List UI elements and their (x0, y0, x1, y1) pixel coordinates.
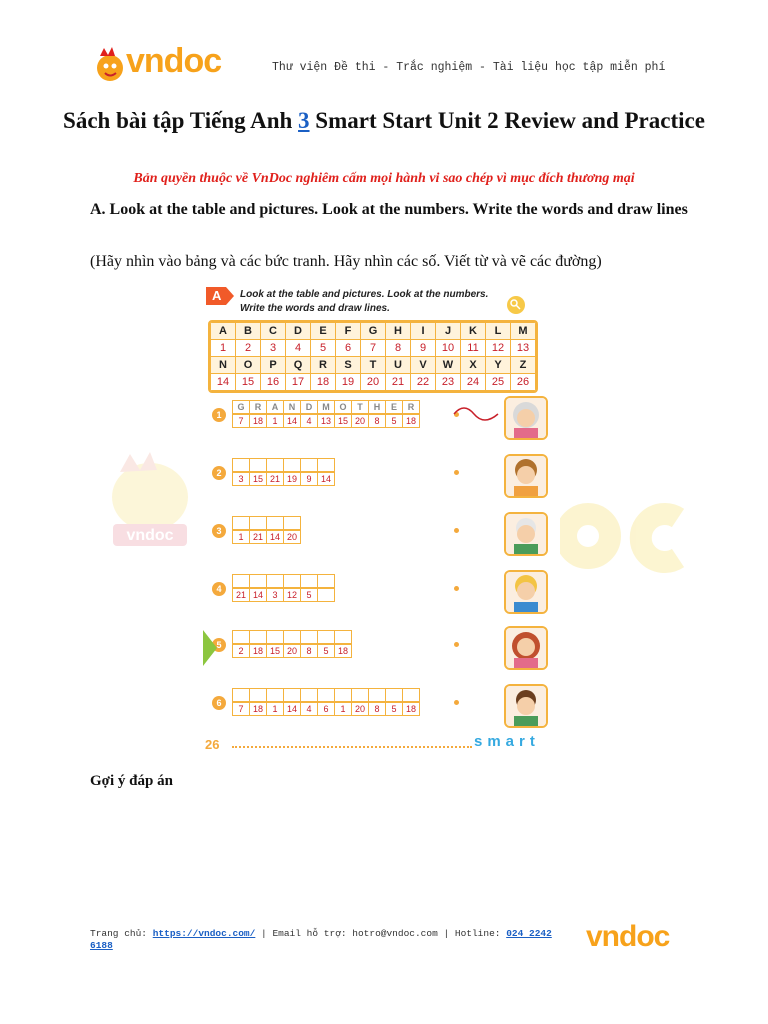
alphabet-letter-cell: E (311, 323, 336, 340)
alphabet-letter-cell: H (386, 323, 411, 340)
letter-box[interactable] (249, 688, 267, 702)
number-box: 5 (300, 588, 318, 602)
number-box: 21 (249, 530, 267, 544)
letter-box[interactable] (283, 574, 301, 588)
number-box: 5 (385, 702, 403, 716)
letter-box[interactable] (232, 574, 250, 588)
watermark-mascot-icon (95, 452, 205, 562)
alphabet-number-cell: 9 (411, 340, 436, 357)
footer-home-label: Trang chủ: (90, 928, 153, 939)
number-box: 14 (317, 472, 335, 486)
alphabet-table (208, 320, 538, 393)
letter-box[interactable]: M (317, 400, 335, 414)
letter-box[interactable] (368, 688, 386, 702)
alphabet-number-cell: 22 (411, 374, 436, 391)
alphabet-number-cell: 12 (486, 340, 511, 357)
decorative-dotted-line (232, 746, 472, 748)
number-box: 18 (402, 414, 420, 428)
alphabet-number-cell: 2 (236, 340, 261, 357)
alphabet-number-cell: 15 (236, 374, 261, 391)
match-dot[interactable] (454, 642, 459, 647)
letter-box[interactable] (300, 688, 318, 702)
alphabet-letter-cell: O (236, 357, 261, 374)
letter-box[interactable]: T (351, 400, 369, 414)
number-box: 13 (317, 414, 335, 428)
number-box: 18 (249, 702, 267, 716)
letter-box[interactable]: O (334, 400, 352, 414)
number-box: 3 (266, 588, 284, 602)
letter-box[interactable] (351, 688, 369, 702)
title-after: Smart Start Unit 2 Review and Practice (309, 108, 705, 133)
letter-box[interactable] (232, 458, 250, 472)
match-dot[interactable] (454, 700, 459, 705)
grandfather-icon (506, 514, 546, 554)
number-box: 20 (351, 702, 369, 716)
alphabet-letter-cell: Z (511, 357, 536, 374)
alphabet-letter-cell: R (311, 357, 336, 374)
number-box: 4 (300, 414, 318, 428)
header-tagline: Thư viện Đề thi - Trắc nghiệm - Tài liệu học tập miễn phí (272, 61, 666, 74)
alphabet-number-cell: 10 (436, 340, 461, 357)
alphabet-letter-cell: D (286, 323, 311, 340)
number-box: 5 (317, 644, 335, 658)
number-box (317, 588, 335, 602)
letter-box[interactable] (300, 458, 318, 472)
worksheet-instruction-1: Look at the table and pictures. Look at the numbers. (240, 289, 489, 300)
letter-box[interactable] (317, 574, 335, 588)
number-box: 7 (232, 414, 250, 428)
alphabet-number-cell: 20 (361, 374, 386, 391)
number-box: 8 (368, 702, 386, 716)
young-man-icon (506, 456, 546, 496)
alphabet-number-cell: 24 (461, 374, 486, 391)
alphabet-letter-cell: A (211, 323, 236, 340)
page-footer (90, 928, 560, 952)
alphabet-number-cell: 11 (461, 340, 486, 357)
alphabet-number-cell: 14 (211, 374, 236, 391)
number-box: 4 (300, 702, 318, 716)
uncle-picture[interactable] (504, 570, 548, 614)
alphabet-letter-cell: L (486, 323, 511, 340)
footer-logo[interactable]: vndoc (586, 920, 670, 953)
number-box: 1 (334, 702, 352, 716)
alphabet-number-cell: 21 (386, 374, 411, 391)
alphabet-letter-cell: Y (486, 357, 511, 374)
grandmother-icon (506, 398, 546, 438)
footer-home-link[interactable]: https://vndoc.com/ (152, 928, 256, 939)
number-box: 20 (283, 530, 301, 544)
number-box: 18 (402, 702, 420, 716)
number-box: 2 (232, 644, 250, 658)
number-box: 14 (266, 530, 284, 544)
number-box: 15 (266, 644, 284, 658)
footer-contact: | Email hỗ trợ: hotro@vndoc.com | Hotline: (255, 928, 507, 939)
letter-box[interactable] (402, 688, 420, 702)
number-box: 3 (232, 472, 250, 486)
alphabet-letter-cell: N (211, 357, 236, 374)
number-box: 6 (317, 702, 335, 716)
word-boxes[interactable] (232, 574, 334, 602)
letter-box[interactable] (283, 458, 301, 472)
alphabet-letter-cell: W (436, 357, 461, 374)
number-box: 1 (266, 702, 284, 716)
number-box: 8 (300, 644, 318, 658)
number-box: 18 (334, 644, 352, 658)
brother-picture[interactable] (504, 626, 548, 670)
svg-text:vndoc: vndoc (126, 527, 174, 544)
aunt-picture[interactable] (504, 512, 548, 556)
alphabet-letter-cell: J (436, 323, 461, 340)
alphabet-number-cell: 18 (311, 374, 336, 391)
alphabet-number-cell: 13 (511, 340, 536, 357)
number-box: 15 (249, 472, 267, 486)
worksheet-instruction-2: Write the words and draw lines. (240, 303, 390, 314)
letter-box[interactable] (300, 630, 318, 644)
letter-box[interactable] (232, 688, 250, 702)
answer-line-icon (452, 402, 502, 426)
number-box: 20 (351, 414, 369, 428)
copyright-notice: Bản quyền thuộc về VnDoc nghiêm cấm mọi hành vi sao chép vì mục đích thương mại (133, 171, 635, 186)
mascot-icon (92, 46, 128, 86)
letter-box[interactable] (266, 516, 284, 530)
alphabet-number-cell: 19 (336, 374, 361, 391)
alphabet-number-cell: 3 (261, 340, 286, 357)
letter-box[interactable]: D (300, 400, 318, 414)
alphabet-number-cell: 23 (436, 374, 461, 391)
number-box: 7 (232, 702, 250, 716)
watermark-oc-icon (560, 486, 690, 586)
alphabet-letter-cell: I (411, 323, 436, 340)
letter-box[interactable] (283, 688, 301, 702)
grandmother-picture[interactable] (504, 396, 548, 440)
number-box: 18 (249, 644, 267, 658)
alphabet-number-cell: 1 (211, 340, 236, 357)
vndoc-logo[interactable] (92, 42, 237, 86)
letter-box[interactable] (300, 574, 318, 588)
alphabet-letter-cell: U (386, 357, 411, 374)
alphabet-letter-cell: B (236, 323, 261, 340)
alphabet-number-cell: 16 (261, 374, 286, 391)
letter-box[interactable] (317, 458, 335, 472)
match-dot[interactable] (454, 586, 459, 591)
alphabet-letter-cell: X (461, 357, 486, 374)
alphabet-letter-cell: K (461, 323, 486, 340)
letter-box[interactable] (266, 630, 284, 644)
word-boxes[interactable] (232, 400, 419, 428)
number-box: 21 (232, 588, 250, 602)
number-box: 1 (266, 414, 284, 428)
number-box: 9 (300, 472, 318, 486)
number-box: 12 (283, 588, 301, 602)
word-boxes[interactable] (232, 688, 419, 716)
number-box: 14 (249, 588, 267, 602)
number-box: 14 (283, 414, 301, 428)
alphabet-letter-cell: M (511, 323, 536, 340)
blond-boy-icon (506, 572, 546, 612)
item-number: 3 (212, 524, 226, 538)
match-dot[interactable] (454, 528, 459, 533)
alphabet-number-cell: 17 (286, 374, 311, 391)
letter-box[interactable] (317, 630, 335, 644)
letter-box[interactable] (334, 630, 352, 644)
number-box: 5 (385, 414, 403, 428)
letter-box[interactable] (283, 516, 301, 530)
question-translation: (Hãy nhìn vào bảng và các bức tranh. Hãy nhìn các số. Viết từ và vẽ các đường) (90, 253, 602, 270)
question-heading: A. Look at the table and pictures. Look at the numbers. Write the words and draw lines (90, 201, 688, 218)
alphabet-number-cell: 8 (386, 340, 411, 357)
woman-icon (506, 628, 546, 668)
letter-box[interactable]: A (266, 400, 284, 414)
alphabet-letter-cell: S (336, 357, 361, 374)
number-box: 1 (232, 530, 250, 544)
key-icon (506, 295, 526, 315)
number-box: 21 (266, 472, 284, 486)
letter-box[interactable] (385, 688, 403, 702)
alphabet-letter-cell: G (361, 323, 386, 340)
title-link[interactable]: 3 (298, 108, 310, 133)
alphabet-letter-cell: T (361, 357, 386, 374)
page-title (60, 108, 708, 134)
letter-box[interactable]: N (283, 400, 301, 414)
man-icon (506, 686, 546, 726)
letter-box[interactable] (317, 688, 335, 702)
word-boxes[interactable] (232, 516, 300, 544)
number-box: 8 (368, 414, 386, 428)
word-boxes[interactable] (232, 630, 351, 658)
worksheet-header (206, 287, 546, 317)
alphabet-number-cell: 7 (361, 340, 386, 357)
number-box: 20 (283, 644, 301, 658)
page-number: 26 (205, 737, 220, 752)
alphabet-number-cell: 25 (486, 374, 511, 391)
letter-box[interactable]: R (249, 400, 267, 414)
number-box: 14 (283, 702, 301, 716)
number-box: 18 (249, 414, 267, 428)
item-number: 2 (212, 466, 226, 480)
number-box: 15 (334, 414, 352, 428)
arrow-marker-icon (203, 630, 217, 666)
match-dot[interactable] (454, 470, 459, 475)
answer-heading: Gợi ý đáp án (90, 773, 173, 789)
letter-box[interactable] (249, 458, 267, 472)
brand-name: vndoc (126, 42, 222, 80)
letter-box[interactable] (249, 630, 267, 644)
alphabet-letter-cell: Q (286, 357, 311, 374)
item-number: 1 (212, 408, 226, 422)
letter-box[interactable] (232, 516, 250, 530)
word-boxes[interactable] (232, 458, 334, 486)
alphabet-number-cell: 5 (311, 340, 336, 357)
letter-box[interactable] (232, 630, 250, 644)
letter-box[interactable]: R (402, 400, 420, 414)
footer-hotline[interactable]: 024 2242 6188 (90, 928, 552, 951)
letter-box[interactable] (334, 688, 352, 702)
title-before: Sách bài tập Tiếng Anh (63, 108, 299, 133)
alphabet-letter-cell: P (261, 357, 286, 374)
letter-box[interactable] (249, 574, 267, 588)
alphabet-number-cell: 4 (286, 340, 311, 357)
boy-cousin-picture[interactable] (504, 454, 548, 498)
alphabet-number-cell: 6 (336, 340, 361, 357)
alphabet-letter-cell: F (336, 323, 361, 340)
item-number: 6 (212, 696, 226, 710)
letter-box[interactable] (283, 630, 301, 644)
alphabet-letter-cell: V (411, 357, 436, 374)
grandfather-picture[interactable] (504, 684, 548, 728)
letter-box[interactable] (266, 688, 284, 702)
alphabet-number-cell: 26 (511, 374, 536, 391)
smart-logo: smart (474, 733, 540, 750)
badge-letter: A (212, 288, 222, 303)
letter-box[interactable] (249, 516, 267, 530)
letter-box[interactable]: E (385, 400, 403, 414)
item-number: 5 (212, 638, 226, 652)
letter-box[interactable] (266, 458, 284, 472)
letter-box[interactable]: H (368, 400, 386, 414)
letter-box[interactable] (266, 574, 284, 588)
alphabet-letter-cell: C (261, 323, 286, 340)
number-box: 19 (283, 472, 301, 486)
letter-box[interactable]: G (232, 400, 250, 414)
item-number: 4 (212, 582, 226, 596)
